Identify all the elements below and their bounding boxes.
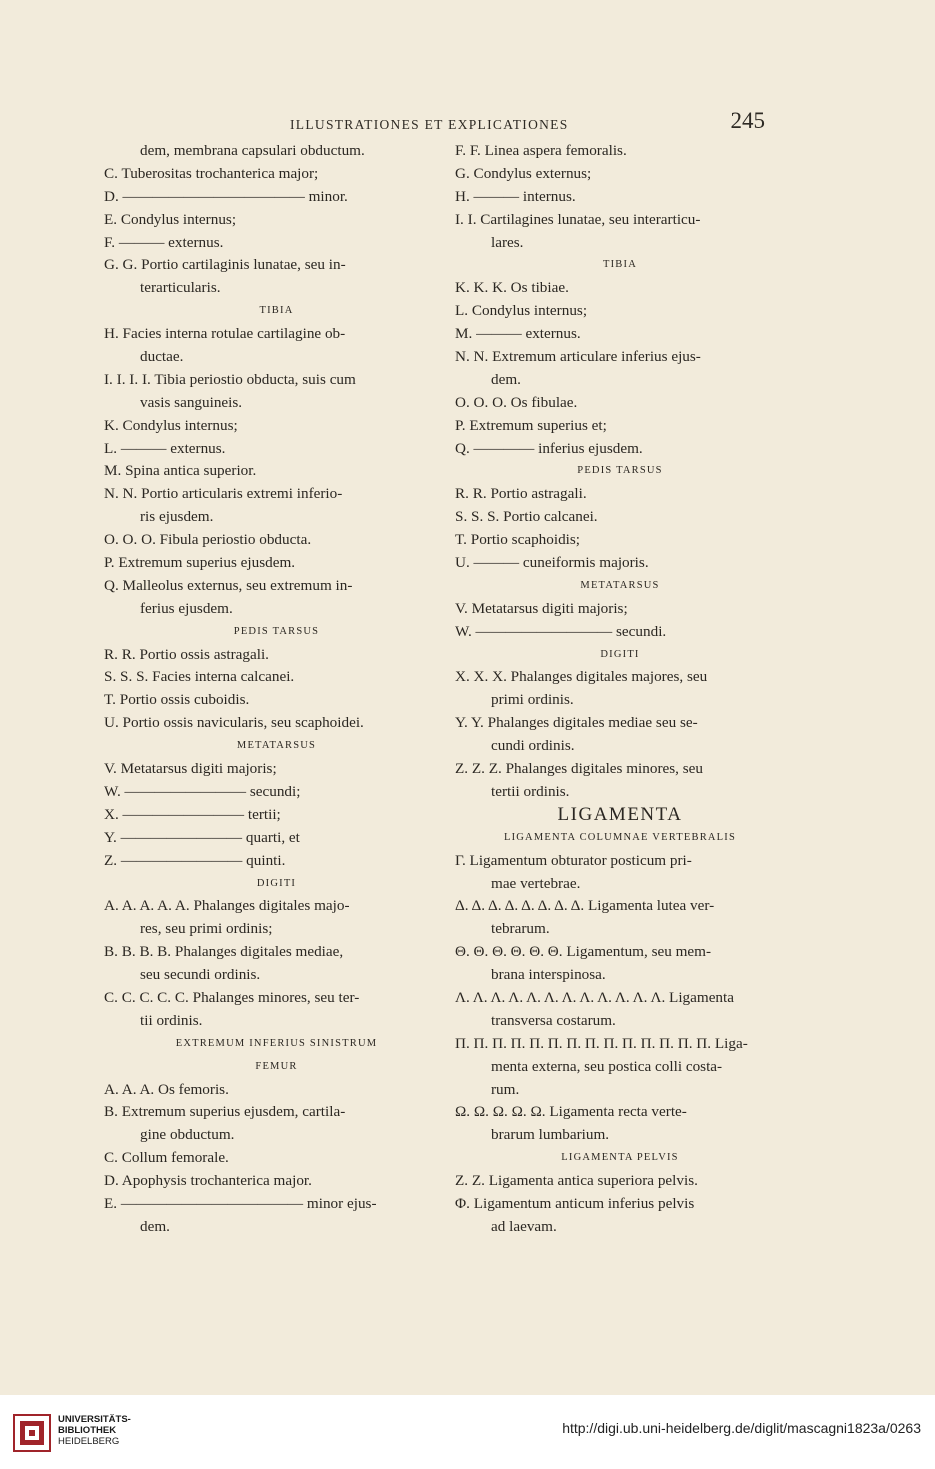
text-line: dem. <box>491 370 521 388</box>
text-line: W. ————————— secundi. <box>455 622 667 640</box>
text-line: U. ——— cuneiformis majoris. <box>455 554 649 572</box>
text-line: menta externa, seu postica colli costa- <box>491 1057 723 1075</box>
text-line: ferius ejusdem. <box>140 599 233 617</box>
library-logo-icon <box>12 1413 52 1453</box>
text-line: X. ———————— tertii; <box>104 805 281 823</box>
text-line: D. ———————————— minor. <box>104 187 348 205</box>
text-line: Θ. Θ. Θ. Θ. Θ. Θ. Ligamentum, seu mem- <box>455 943 712 961</box>
text-line: rum. <box>491 1080 520 1098</box>
text-line: C. Tuberositas trochanterica major; <box>104 164 319 182</box>
text-line: D. Apophysis trochanterica major. <box>104 1172 312 1190</box>
text-line: cundi ordinis. <box>491 737 575 755</box>
library-name-line: BIBLIOTHEK <box>58 1425 117 1436</box>
text-line: U. Portio ossis navicularis, seu scaphoidei. <box>104 714 364 732</box>
text-line: I. I. I. I. Tibia periostio obducta, suis cum <box>104 370 356 388</box>
text-line: O. O. O. Fibula periostio obducta. <box>104 531 312 549</box>
text-line: Y. ———————— quarti, et <box>104 828 300 846</box>
text-line: N. N. Portio articularis extremi inferio- <box>104 485 343 503</box>
text-line: Q. ———— inferius ejusdem. <box>455 439 643 457</box>
text-line: dem. <box>140 1217 170 1235</box>
text-line: V. Metatarsus digiti majoris; <box>455 599 628 617</box>
text-line: F. ——— externus. <box>104 233 224 251</box>
section-heading: METATARSUS <box>580 579 660 591</box>
text-line: tii ordinis. <box>140 1011 203 1029</box>
text-line: E. ———————————— minor ejus- <box>104 1194 377 1212</box>
text-line: E. Condylus internus; <box>104 210 237 228</box>
text-line: T. Portio scaphoidis; <box>455 531 581 549</box>
section-heading: PEDIS TARSUS <box>577 465 663 477</box>
text-line: transversa costarum. <box>491 1011 616 1029</box>
text-line: I. I. Cartilagines lunatae, seu interarticu- <box>455 210 701 228</box>
text-line: B. B. B. B. Phalanges digitales mediae, <box>104 943 344 961</box>
section-heading: LIGAMENTA <box>557 803 683 825</box>
text-line: H. ——— internus. <box>455 187 576 205</box>
section-heading: METATARSUS <box>236 740 317 752</box>
library-name <box>58 1414 131 1447</box>
text-line: L. ——— externus. <box>104 439 226 457</box>
library-name-line: HEIDELBERG <box>58 1436 120 1447</box>
text-line: C. Collum femorale. <box>104 1149 229 1167</box>
text-line: F. F. Linea aspera femoralis. <box>455 142 627 159</box>
text-line: K. K. K. Os tibiae. <box>455 279 569 297</box>
text-line: R. R. Portio astragali. <box>455 485 587 503</box>
text-line: brarum lumbarium. <box>491 1126 610 1144</box>
text-line: seu secundi ordinis. <box>140 966 261 984</box>
text-line: W. ———————— secundi; <box>104 782 301 800</box>
library-name-line: UNIVERSITÄTS- <box>58 1414 131 1425</box>
text-line: T. Portio ossis cuboidis. <box>104 691 250 709</box>
text-line: res, seu primi ordinis; <box>140 920 273 938</box>
text-line: Z. ———————— quinti. <box>104 851 286 869</box>
text-line: H. Facies interna rotulae cartilagine ob- <box>104 325 346 343</box>
text-line: lares. <box>491 233 524 251</box>
section-heading: PEDIS TARSUS <box>233 625 320 637</box>
section-heading: TIBIA <box>603 259 637 271</box>
text-line: M. Spina antica superior. <box>104 462 257 480</box>
text-line: vasis sanguineis. <box>140 393 243 411</box>
text-line: K. Condylus internus; <box>104 416 238 434</box>
text-line: A. A. A. Os femoris. <box>104 1080 229 1098</box>
text-line: dem, membrana capsulari obductum. <box>140 142 365 159</box>
text-line: P. Extremum superius ejusdem. <box>104 554 296 572</box>
section-heading: TIBIA <box>259 305 294 317</box>
text-line: Φ. Ligamentum anticum inferius pelvis <box>455 1194 695 1212</box>
text-line: C. C. C. C. C. Phalanges minores, seu ter- <box>104 988 360 1006</box>
text-line: N. N. Extremum articulare inferius ejus- <box>455 348 701 366</box>
text-line: gine obductum. <box>140 1126 235 1144</box>
text-line: Y. Y. Phalanges digitales mediae seu se- <box>455 714 698 732</box>
text-line: P. Extremum superius et; <box>455 416 607 434</box>
text-line: A. A. A. A. A. Phalanges digitales majo- <box>104 897 350 915</box>
section-heading: FEMUR <box>255 1060 298 1072</box>
section-heading: DIGITI <box>600 648 640 660</box>
text-line: ductae. <box>140 348 184 366</box>
text-line: S. S. S. Portio calcanei. <box>455 508 598 526</box>
running-header <box>290 108 765 138</box>
text-line: Q. Malleolus externus, seu extremum in- <box>104 576 353 594</box>
text-line: L. Condylus internus; <box>455 302 588 320</box>
section-heading: LIGAMENTA COLUMNAE VERTEBRALIS <box>503 831 737 843</box>
text-line: Δ. Δ. Δ. Δ. Δ. Δ. Δ. Δ. Ligamenta lutea ver- <box>455 897 715 915</box>
text-line: Ω. Ω. Ω. Ω. Ω. Ligamenta recta verte- <box>455 1103 687 1121</box>
section-heading: DIGITI <box>256 877 297 889</box>
text-line: Z. Z. Ligamenta antica superiora pelvis. <box>455 1172 698 1190</box>
text-line: tebrarum. <box>491 920 550 938</box>
text-line: Γ. Ligamentum obturator posticum pri- <box>455 851 692 869</box>
text-line: S. S. S. Facies interna calcanei. <box>104 668 295 686</box>
text-line: G. G. Portio cartilaginis lunatae, seu in- <box>104 256 346 274</box>
library-footer <box>0 1395 935 1469</box>
text-line: B. Extremum superius ejusdem, cartila- <box>104 1103 346 1121</box>
text-line: mae vertebrae. <box>491 874 581 892</box>
text-line: O. O. O. Os fibulae. <box>455 393 578 411</box>
text-line: ris ejusdem. <box>140 508 214 526</box>
header-title: ILLUSTRATIONES ET EXPLICATIONES <box>290 117 569 132</box>
right-column <box>455 140 785 1239</box>
text-line: ad laevam. <box>491 1217 557 1235</box>
source-url[interactable]: http://digi.ub.uni-heidelberg.de/diglit/mascagni1823a/0263 <box>562 1420 921 1436</box>
text-line: tertii ordinis. <box>491 782 570 800</box>
text-line: Λ. Λ. Λ. Λ. Λ. Λ. Λ. Λ. Λ. Λ. Λ. Λ. Ligamenta <box>455 988 734 1006</box>
section-heading: LIGAMENTA PELVIS <box>561 1152 679 1164</box>
text-line: brana interspinosa. <box>491 966 606 984</box>
section-heading: EXTREMUM INFERIUS SINISTRUM <box>175 1037 378 1049</box>
text-line: G. Condylus externus; <box>455 164 592 182</box>
left-column <box>104 140 449 1239</box>
text-line: X. X. X. Phalanges digitales majores, seu <box>455 668 708 686</box>
text-line: R. R. Portio ossis astragali. <box>104 645 269 663</box>
text-line: M. ——— externus. <box>455 325 581 343</box>
text-line: Z. Z. Z. Phalanges digitales minores, seu <box>455 760 704 778</box>
text-line: terarticularis. <box>140 279 221 297</box>
text-line: primi ordinis. <box>491 691 574 709</box>
page-number: 245 <box>730 108 765 133</box>
text-line: Π. Π. Π. Π. Π. Π. Π. Π. Π. Π. Π. Π. Π. Π. Liga- <box>455 1034 748 1052</box>
text-line: V. Metatarsus digiti majoris; <box>104 760 277 778</box>
